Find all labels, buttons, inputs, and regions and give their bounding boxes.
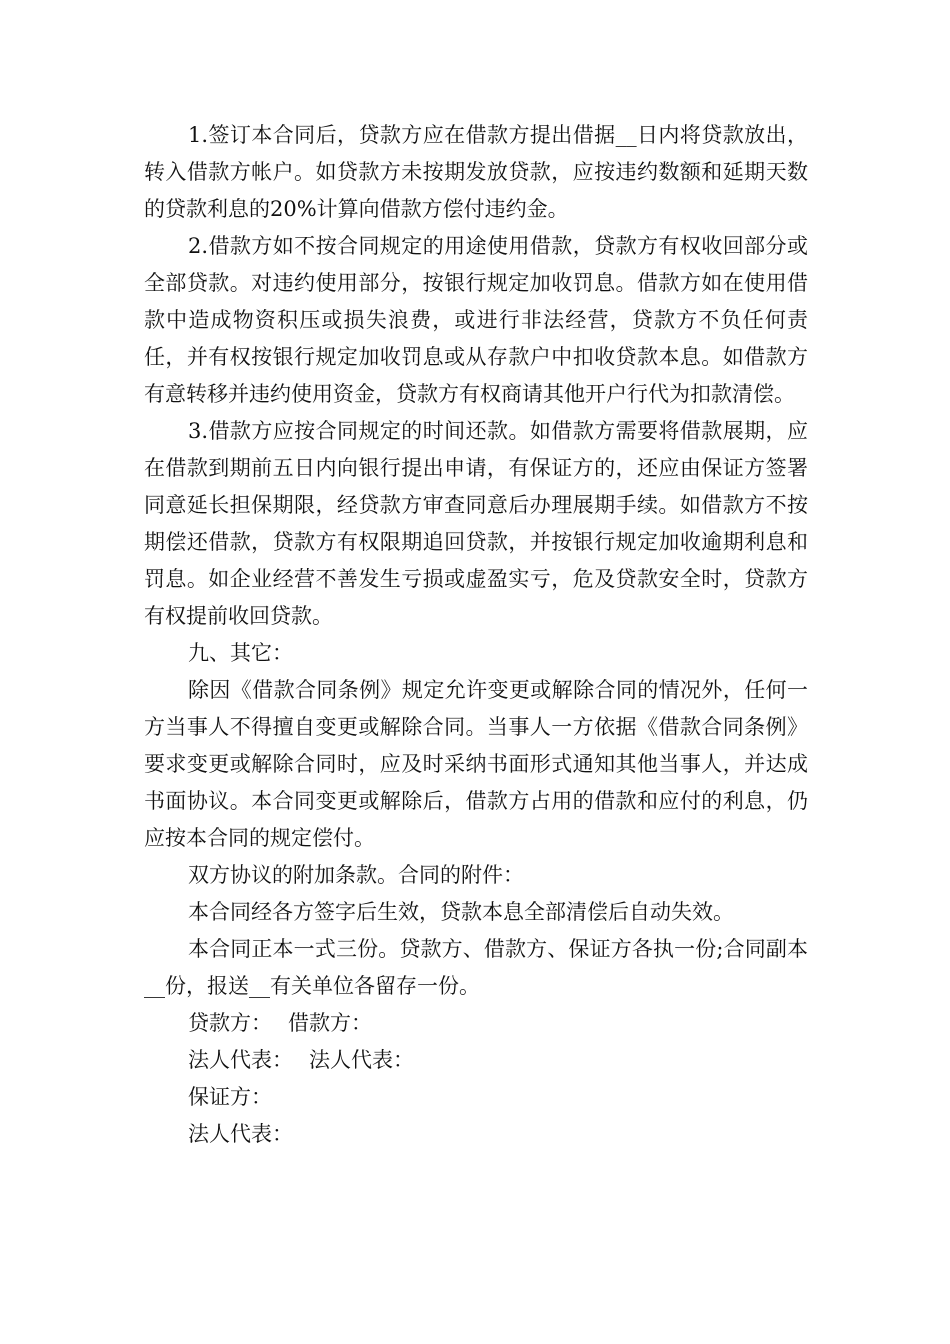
clause-3: 3.借款方应按合同规定的时间还款。如借款方需要将借款展期，应在借款到期前五日内向银行提出申请，有保证方的，还应由保证方签署同意延长担保期限，经贷款方审查同意后办理展期手续。如借款方不按期偿还借款，贷款方有权限期追回贷款，并按银行规定加收逾期利息和罚息。如企业经营不善发生亏损或虚盈实亏，危及贷款安全时，贷款方有权提前收回贷款。	[144, 419, 808, 628]
section-heading-other: 九、其它：	[188, 641, 293, 665]
guarantor-label: 保证方：	[188, 1085, 272, 1109]
effectiveness-paragraph: 本合同经各方签字后生效，贷款本息全部清偿后自动失效。	[188, 900, 734, 924]
supplementary-terms-paragraph: 双方协议的附加条款。合同的附件：	[188, 863, 524, 887]
guarantor-row	[144, 1079, 808, 1116]
document-body	[144, 117, 808, 1153]
borrower-rep-label: 法人代表：	[309, 1048, 414, 1072]
guarantor-rep-label: 法人代表：	[188, 1122, 293, 1146]
modification-paragraph: 除因《借款合同条例》规定允许变更或解除合同的情况外，任何一方当事人不得擅自变更或解除合同。当事人一方依据《借款合同条例》要求变更或解除合同时，应及时采纳书面形式通知其他当事人，并达成书面协议。本合同变更或解除后，借款方占用的借款和应付的利息，仍应按本合同的规定偿付。	[144, 678, 808, 850]
guarantor-rep-row	[144, 1116, 808, 1153]
signature-row-parties	[144, 1005, 808, 1042]
clause-2: 2.借款方如不按合同规定的用途使用借款，贷款方有权收回部分或全部贷款。对违约使用部分，按银行规定加收罚息。借款方如在使用借款中造成物资积压或损失浪费，或进行非法经营，贷款方不负任何责任，并有权按银行规定加收罚息或从存款户中扣收贷款本息。如借款方有意转移并违约使用资金，贷款方有权商请其他开户行代为扣款清偿。	[144, 234, 808, 406]
copies-paragraph: 本合同正本一式三份。贷款方、借款方、保证方各执一份;合同副本__份，报送__有关单位各留存一份。	[144, 937, 808, 998]
lender-rep-label: 法人代表：	[188, 1048, 293, 1072]
lender-label: 贷款方：	[188, 1011, 272, 1035]
borrower-label: 借款方：	[288, 1011, 372, 1035]
clause-1: 1.签订本合同后，贷款方应在借款方提出借据__日内将贷款放出，转入借款方帐户。如贷款方未按期发放贷款，应按违约数额和延期天数的贷款利息的20%计算向借款方偿付违约金。	[144, 123, 808, 221]
signature-row-representatives	[144, 1042, 808, 1079]
